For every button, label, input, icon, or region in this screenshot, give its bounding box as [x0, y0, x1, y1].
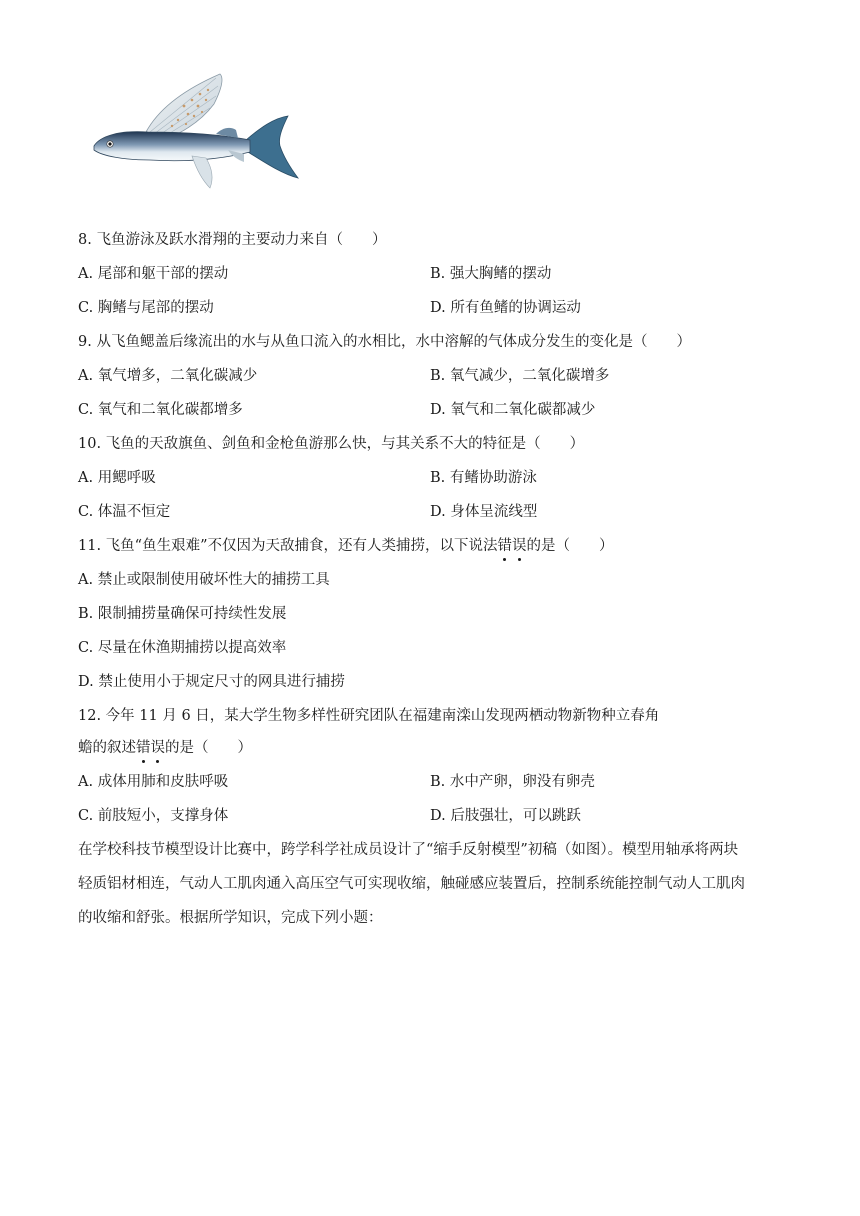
q10-option-a: A. 用鳃呼吸 [78, 470, 156, 486]
intro-paragraph-line-2: 轻质铝材相连，气动人工肌肉通入高压空气可实现收缩，触碰感应装置后，控制系统能控制气动人工肌肉 [78, 876, 745, 892]
q11-option-d: D. 禁止使用小于规定尺寸的网具进行捕捞 [78, 674, 345, 690]
q12-option-a: A. 成体用肺和皮肤呼吸 [78, 774, 229, 790]
question-9-stem: 9. 从飞鱼鳃盖后缘流出的水与从鱼口流入的水相比，水中溶解的气体成分发生的变化是（ ） [78, 334, 691, 350]
q10-option-d: D. 身体呈流线型 [430, 504, 538, 520]
q11-option-c: C. 尽量在休渔期捕捞以提高效率 [78, 640, 287, 656]
q11-option-a: A. 禁止或限制使用破坏性大的捕捞工具 [78, 572, 330, 588]
question-11-stem [78, 536, 614, 556]
q10-option-b: B. 有鳍协助游泳 [430, 470, 537, 486]
q8-option-a: A. 尾部和躯干部的摆动 [78, 266, 229, 282]
question-12-stem-line-2 [78, 738, 252, 758]
q12-option-c: C. 前肢短小，支撑身体 [78, 808, 229, 824]
question-12-stem-line-1: 12. 今年 11 月 6 日，某大学生物多样性研究团队在福建南滦山发现两栖动物新物种立春角 [78, 708, 660, 724]
q12-stem-tail: 的是（ ） [165, 740, 252, 756]
q12-option-d: D. 后肢强壮，可以跳跃 [430, 808, 581, 824]
q11-stem-text: 11. 飞鱼“鱼生艰难”不仅因为天敌捕食，还有人类捕捞，以下说法 [78, 538, 498, 554]
q12-emphasis-char-2: 误 [151, 738, 166, 758]
q8-option-c: C. 胸鳍与尾部的摆动 [78, 300, 214, 316]
q8-option-b: B. 强大胸鳍的摆动 [430, 266, 552, 282]
intro-paragraph-line-3: 的收缩和舒张。根据所学知识，完成下列小题： [78, 910, 383, 926]
q12-stem-text: 蟾的叙述 [78, 740, 136, 756]
q10-option-c: C. 体温不恒定 [78, 504, 171, 520]
q9-option-a: A. 氧气增多，二氧化碳减少 [78, 368, 258, 384]
q11-emphasis-char-2: 误 [512, 536, 527, 556]
q11-option-b: B. 限制捕捞量确保可持续性发展 [78, 606, 287, 622]
q8-option-d: D. 所有鱼鳍的协调运动 [430, 300, 581, 316]
q9-option-b: B. 氧气减少，二氧化碳增多 [430, 368, 610, 384]
q12-emphasis-char-1: 错 [136, 738, 151, 758]
question-8-stem: 8. 飞鱼游泳及跃水滑翔的主要动力来自（ ） [78, 232, 387, 248]
intro-paragraph-line-1: 在学校科技节模型设计比赛中，跨学科学社成员设计了“缩手反射模型”初稿（如图）。模型用轴承将两块 [78, 842, 739, 858]
q12-option-b: B. 水中产卵，卵没有卵壳 [430, 774, 595, 790]
q9-option-d: D. 氧气和二氧化碳都减少 [430, 402, 596, 418]
question-10-stem: 10. 飞鱼的天敌旗鱼、剑鱼和金枪鱼游那么快，与其关系不大的特征是（ ） [78, 436, 585, 452]
q9-option-c: C. 氧气和二氧化碳都增多 [78, 402, 243, 418]
q11-stem-tail: 的是（ ） [526, 538, 614, 554]
q11-emphasis-char-1: 错 [498, 536, 513, 556]
flying-fish-illustration [88, 70, 308, 200]
